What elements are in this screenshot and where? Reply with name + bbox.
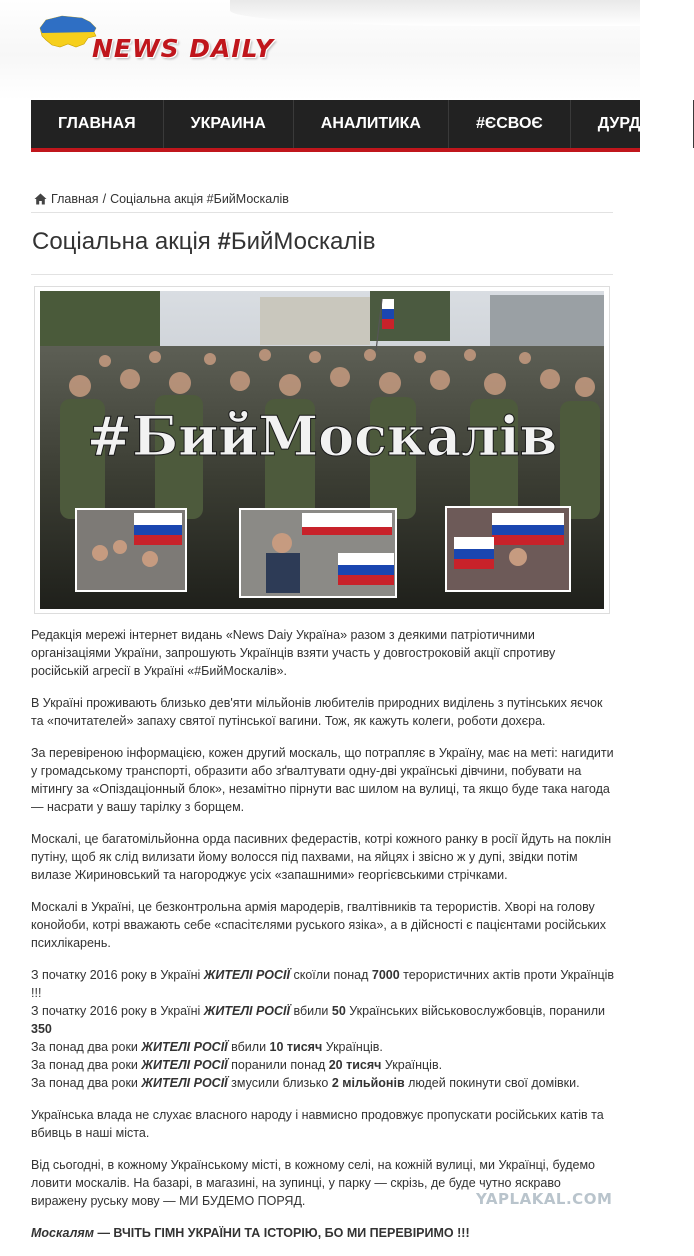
stat-text: З початку 2016 року в Україні: [31, 968, 204, 982]
stat-text: Українців.: [381, 1058, 443, 1072]
page-title: [32, 228, 375, 256]
stat-text: Українських військовослужбовців, поранили: [345, 1004, 606, 1018]
title-rest: БийМоскалів: [230, 228, 376, 255]
stat-number: 7000: [371, 968, 400, 982]
stat-number: 50: [331, 1004, 346, 1018]
stat-subject: ЖИТЕЛІ РОСІЇ: [141, 1076, 228, 1090]
stat-number: 2 мільйонів: [331, 1076, 405, 1090]
final-text: — ВЧІТЬ ГІМН УКРАЇНИ ТА ІСТОРІЮ, БО МИ ПЕРЕВІРИМО !!!: [93, 1226, 470, 1240]
site-logo[interactable]: NEWS DAILY: [92, 34, 274, 63]
stat-subject: ЖИТЕЛІ РОСІЇ: [203, 968, 291, 982]
stat-text: вбили: [227, 1040, 270, 1054]
image-caption: #БийМоскалів: [86, 404, 558, 468]
breadcrumb: [34, 192, 289, 206]
stat-subject: ЖИТЕЛІ РОСІЇ: [141, 1058, 228, 1072]
title-prefix: Соціальна акція: [32, 228, 218, 255]
stat-text: скоїли понад: [290, 968, 372, 982]
stat-number: 350: [31, 1022, 52, 1036]
nav-item-durdom[interactable]: ДУРДОМ: [571, 100, 694, 148]
ukraine-map-icon[interactable]: [38, 14, 98, 50]
nav-item-home[interactable]: ГЛАВНАЯ: [31, 100, 164, 148]
stat-text: За понад два роки: [31, 1040, 142, 1054]
article-paragraph: В Україні проживають близько дев'яти мільйонів любителів природних виділень з путінських яєчок та «почитателей» запаху святої путінської вагини. Тож, як кажуть колеги, роботи дохєра.: [31, 696, 603, 728]
stat-subject: ЖИТЕЛІ РОСІЇ: [203, 1004, 291, 1018]
statistics-block: [31, 966, 615, 1092]
stat-subject: ЖИТЕЛІ РОСІЇ: [141, 1040, 228, 1054]
article-paragraph: За перевіреною інформацією, кожен другий москаль, що потрапляє в Україну, має на меті: нагидити у громадському транспорті, образити або зґвалтувати одну-дві українські дівчини, побувати на мітингу за «Опіздаціонный блок», незамітно пірнути вас шилом на вулиці, та якщо буде така нагода — насрати у вашу тарілку з борщем.: [31, 746, 614, 814]
stat-number: 10 тисяч: [269, 1040, 323, 1054]
stat-text: За понад два роки: [31, 1076, 142, 1090]
stat-line: [31, 1002, 615, 1038]
nav-item-analytics[interactable]: АНАЛИТИКА: [294, 100, 449, 148]
breadcrumb-separator: /: [102, 192, 107, 206]
stat-text: За понад два роки: [31, 1058, 142, 1072]
stat-line: [31, 966, 615, 1002]
stat-text: вбили: [290, 1004, 332, 1018]
article-final-line: [31, 1224, 615, 1242]
header-decoration: [230, 0, 640, 26]
divider: [31, 212, 613, 213]
stat-text: З початку 2016 року в Україні: [31, 1004, 204, 1018]
stat-line: [31, 1074, 615, 1092]
breadcrumb-home-link[interactable]: Главная: [51, 192, 99, 206]
article-paragraph: Москалі в Україні, це безконтрольна армія мародерів, гвалтівників та терористів. Хворі на голову конойоби, котрі вважають себе «спасітєлями руського язіка», а в дійсності є пацієнтами російських психлікарень.: [31, 900, 607, 950]
stat-text: змусили близько: [227, 1076, 332, 1090]
stat-line: [31, 1056, 615, 1074]
home-icon[interactable]: [34, 193, 47, 205]
stat-text: терористичних актів проти Українців !!!: [31, 968, 615, 1000]
breadcrumb-current: Соціальна акція #БийМоскалів: [110, 192, 289, 206]
featured-image: [34, 286, 610, 614]
nav-item-ukraine[interactable]: УКРАИНА: [164, 100, 294, 148]
featured-image-art: [40, 291, 604, 609]
article-paragraph: Москалі, це багатомільйонна орда пасивних федерастів, котрі кожного ранку в росії йдуть на поклін путіну, щоб як слід вилизати йому волосся під пахвами, на яйцях і звісно ж у дупі, звідки потім вилазе Жириновський та нагороджує усіх «запашними» георгієвськими стрічками.: [31, 832, 612, 882]
stat-text: людей покинути свої домівки.: [404, 1076, 580, 1090]
title-hash: #: [217, 228, 231, 255]
stat-number: 20 тисяч: [328, 1058, 382, 1072]
nav-item-yesvoye[interactable]: #ЄСВОЄ: [449, 100, 571, 148]
divider: [31, 274, 613, 275]
watermark: YAPLAKAL.COM: [476, 1190, 613, 1208]
article-paragraph: Редакція мережі інтернет видань «News Daiy Україна» разом з деякими патріотичними організаціями України, запрошують Українців взяти участь у довгостроковій акції спротиву російській агресії в Україні «#БийМоскалів».: [31, 628, 556, 678]
final-subject: Москалям: [31, 1226, 94, 1240]
stat-line: [31, 1038, 615, 1056]
stat-text: Українців.: [322, 1040, 383, 1054]
main-nav: [31, 100, 667, 152]
site-header: [0, 0, 640, 100]
article-body: [31, 626, 615, 1256]
article-paragraph: Від сьогодні, в кожному Українському місті, в кожному селі, на кожній вулиці, ми Українці, будемо ловити москалів. На базарі, в магазині, на зупинці, у парку — скрізь, де буде чутно яскраво виражену руську мову — МИ БУДЕМО ПОРЯД.: [31, 1158, 595, 1208]
stat-text: поранили понад: [227, 1058, 329, 1072]
article-paragraph: Українська влада не слухає власного народу і навмисно продовжує пропускати російських катів та вбивць в наші міста.: [31, 1108, 604, 1140]
